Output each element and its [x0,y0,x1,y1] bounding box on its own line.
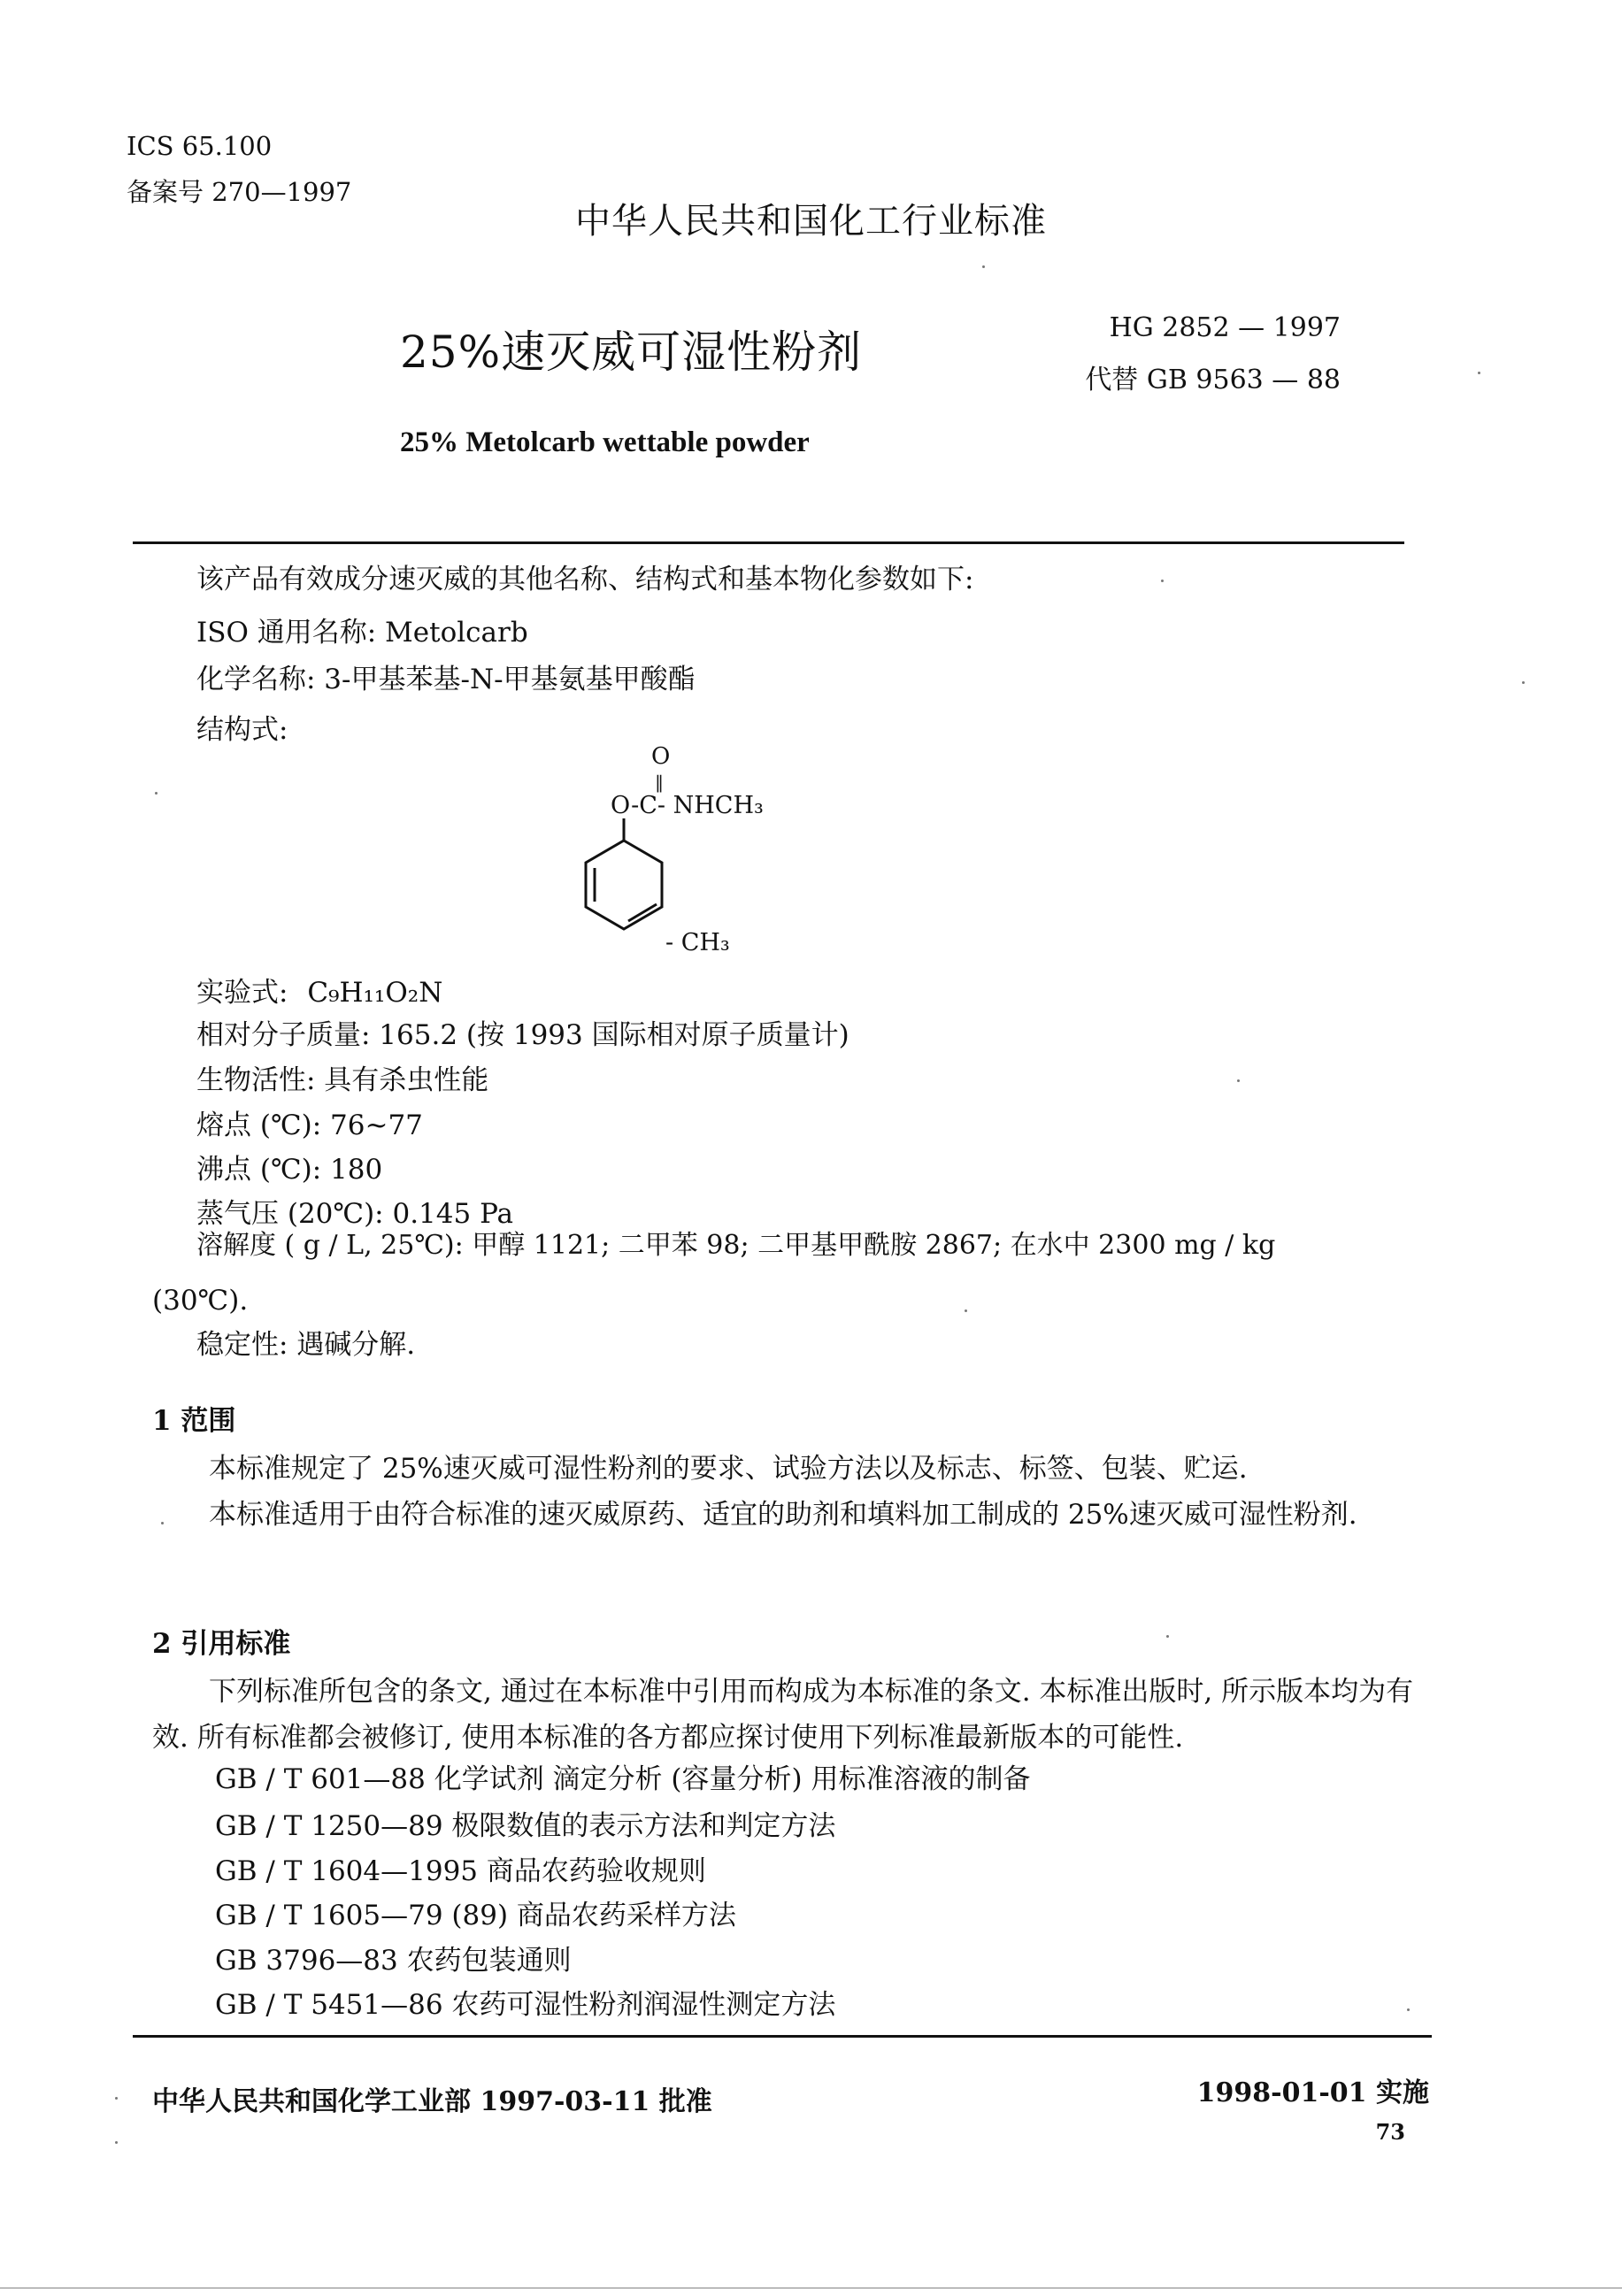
molar-mass: 相对分子质量: 165.2 (按 1993 国际相对原子质量计) [196,1019,849,1051]
footer-rule [133,2035,1432,2038]
boiling-point: 沸点 (℃): 180 [196,1154,383,1186]
solubility: 溶解度 ( g / L, 25℃): 甲醇 1121; 二甲苯 98; 二甲基甲酰胺 2867; 在水中 2300 mg / kg [196,1230,1276,1261]
scan-speck [1522,681,1525,684]
document-title-en: 25% Metolcarb wettable powder [400,426,810,458]
reference-item: GB / T 1250—89 极限数值的表示方法和判定方法 [215,1810,836,1842]
section-1-heading: 1 范围 [152,1405,236,1437]
approval-line: 中华人民共和国化学工业部 1997-03-11 批准 [152,2086,712,2117]
bioactivity: 生物活性: 具有杀虫性能 [196,1064,489,1096]
carbonyl-oxygen: O [651,743,671,770]
scan-speck [115,2097,118,2100]
effective-date: 1998-01-01 实施 [1196,2077,1429,2108]
scan-bottom-edge [0,2287,1622,2289]
section-2-heading: 2 引用标准 [152,1628,291,1660]
scan-speck [982,265,985,268]
reference-item: GB / T 601—88 化学试剂 滴定分析 (容量分析) 用标准溶液的制备 [215,1763,1031,1795]
header-rule [133,541,1404,544]
replaces-code: 代替 GB 9563 — 88 [1085,365,1341,395]
scan-speck [155,792,158,795]
stability: 稳定性: 遇碱分解. [196,1329,416,1361]
scan-speck [1166,1635,1169,1638]
scan-speck [115,2141,118,2144]
document-title-cn: 25%速灭威可湿性粉剂 [400,326,863,378]
scan-speck [965,1309,967,1312]
section-2-paragraph-1: 下列标准所包含的条文, 通过在本标准中引用而构成为本标准的条文. 本标准出版时, 所示版本均为有效. 所有标准都会被修订, 使用本标准的各方都应探讨使用下列标准最新版本的可能性. [152,1676,1414,1754]
formula-label: 实验式: [196,977,288,1009]
vapor-pressure: 蒸气压 (20℃): 0.145 Pa [196,1198,514,1230]
solubility-continued: (30℃). [152,1285,249,1317]
ics-code: ICS 65.100 [127,131,273,161]
melting-point: 熔点 (℃): 76~77 [196,1110,423,1141]
scan-speck [1237,1079,1240,1082]
scan-speck [161,1522,164,1524]
double-bond: ‖ [655,772,664,793]
carbamate-chain: O-C- NHCH₃ [611,792,764,819]
standard-body-title: 中华人民共和国化工行业标准 [575,202,1047,241]
section-1-paragraph-1: 本标准规定了 25%速灭威可湿性粉剂的要求、试验方法以及标志、标签、包装、贮运. [209,1453,1248,1485]
iso-name: ISO 通用名称: Metolcarb [196,617,528,649]
page-number: 73 [1375,2119,1405,2145]
scan-speck [1161,580,1164,582]
reference-item: GB / T 1605—79 (89) 商品农药采样方法 [215,1900,736,1931]
scan-speck [1478,372,1480,374]
formula-value: C₉H₁₁O₂N [307,977,443,1009]
scan-speck [1407,2008,1410,2011]
properties-intro: 该产品有效成分速灭威的其他名称、结构式和基本物化参数如下: [196,564,974,595]
reference-item: GB / T 5451—86 农药可湿性粉剂润湿性测定方法 [215,1989,836,2021]
reference-item: GB 3796—83 农药包装通则 [215,1945,572,1977]
reference-item: GB / T 1604—1995 商品农药验收规则 [215,1855,706,1887]
structure-label: 结构式: [196,714,288,746]
methyl-group: - CH₃ [665,929,730,956]
section-1-paragraph-2: 本标准适用于由符合标准的速灭威原药、适宜的助剂和填料加工制成的 25%速灭威可湿性粉剂. [209,1499,1357,1531]
standard-code: HG 2852 — 1997 [1109,312,1341,343]
chemical-name: 化学名称: 3-甲基苯基-N-甲基氨基甲酸酯 [196,664,696,695]
empirical-formula [196,975,442,1010]
record-number: 备案号 270—1997 [127,177,352,207]
